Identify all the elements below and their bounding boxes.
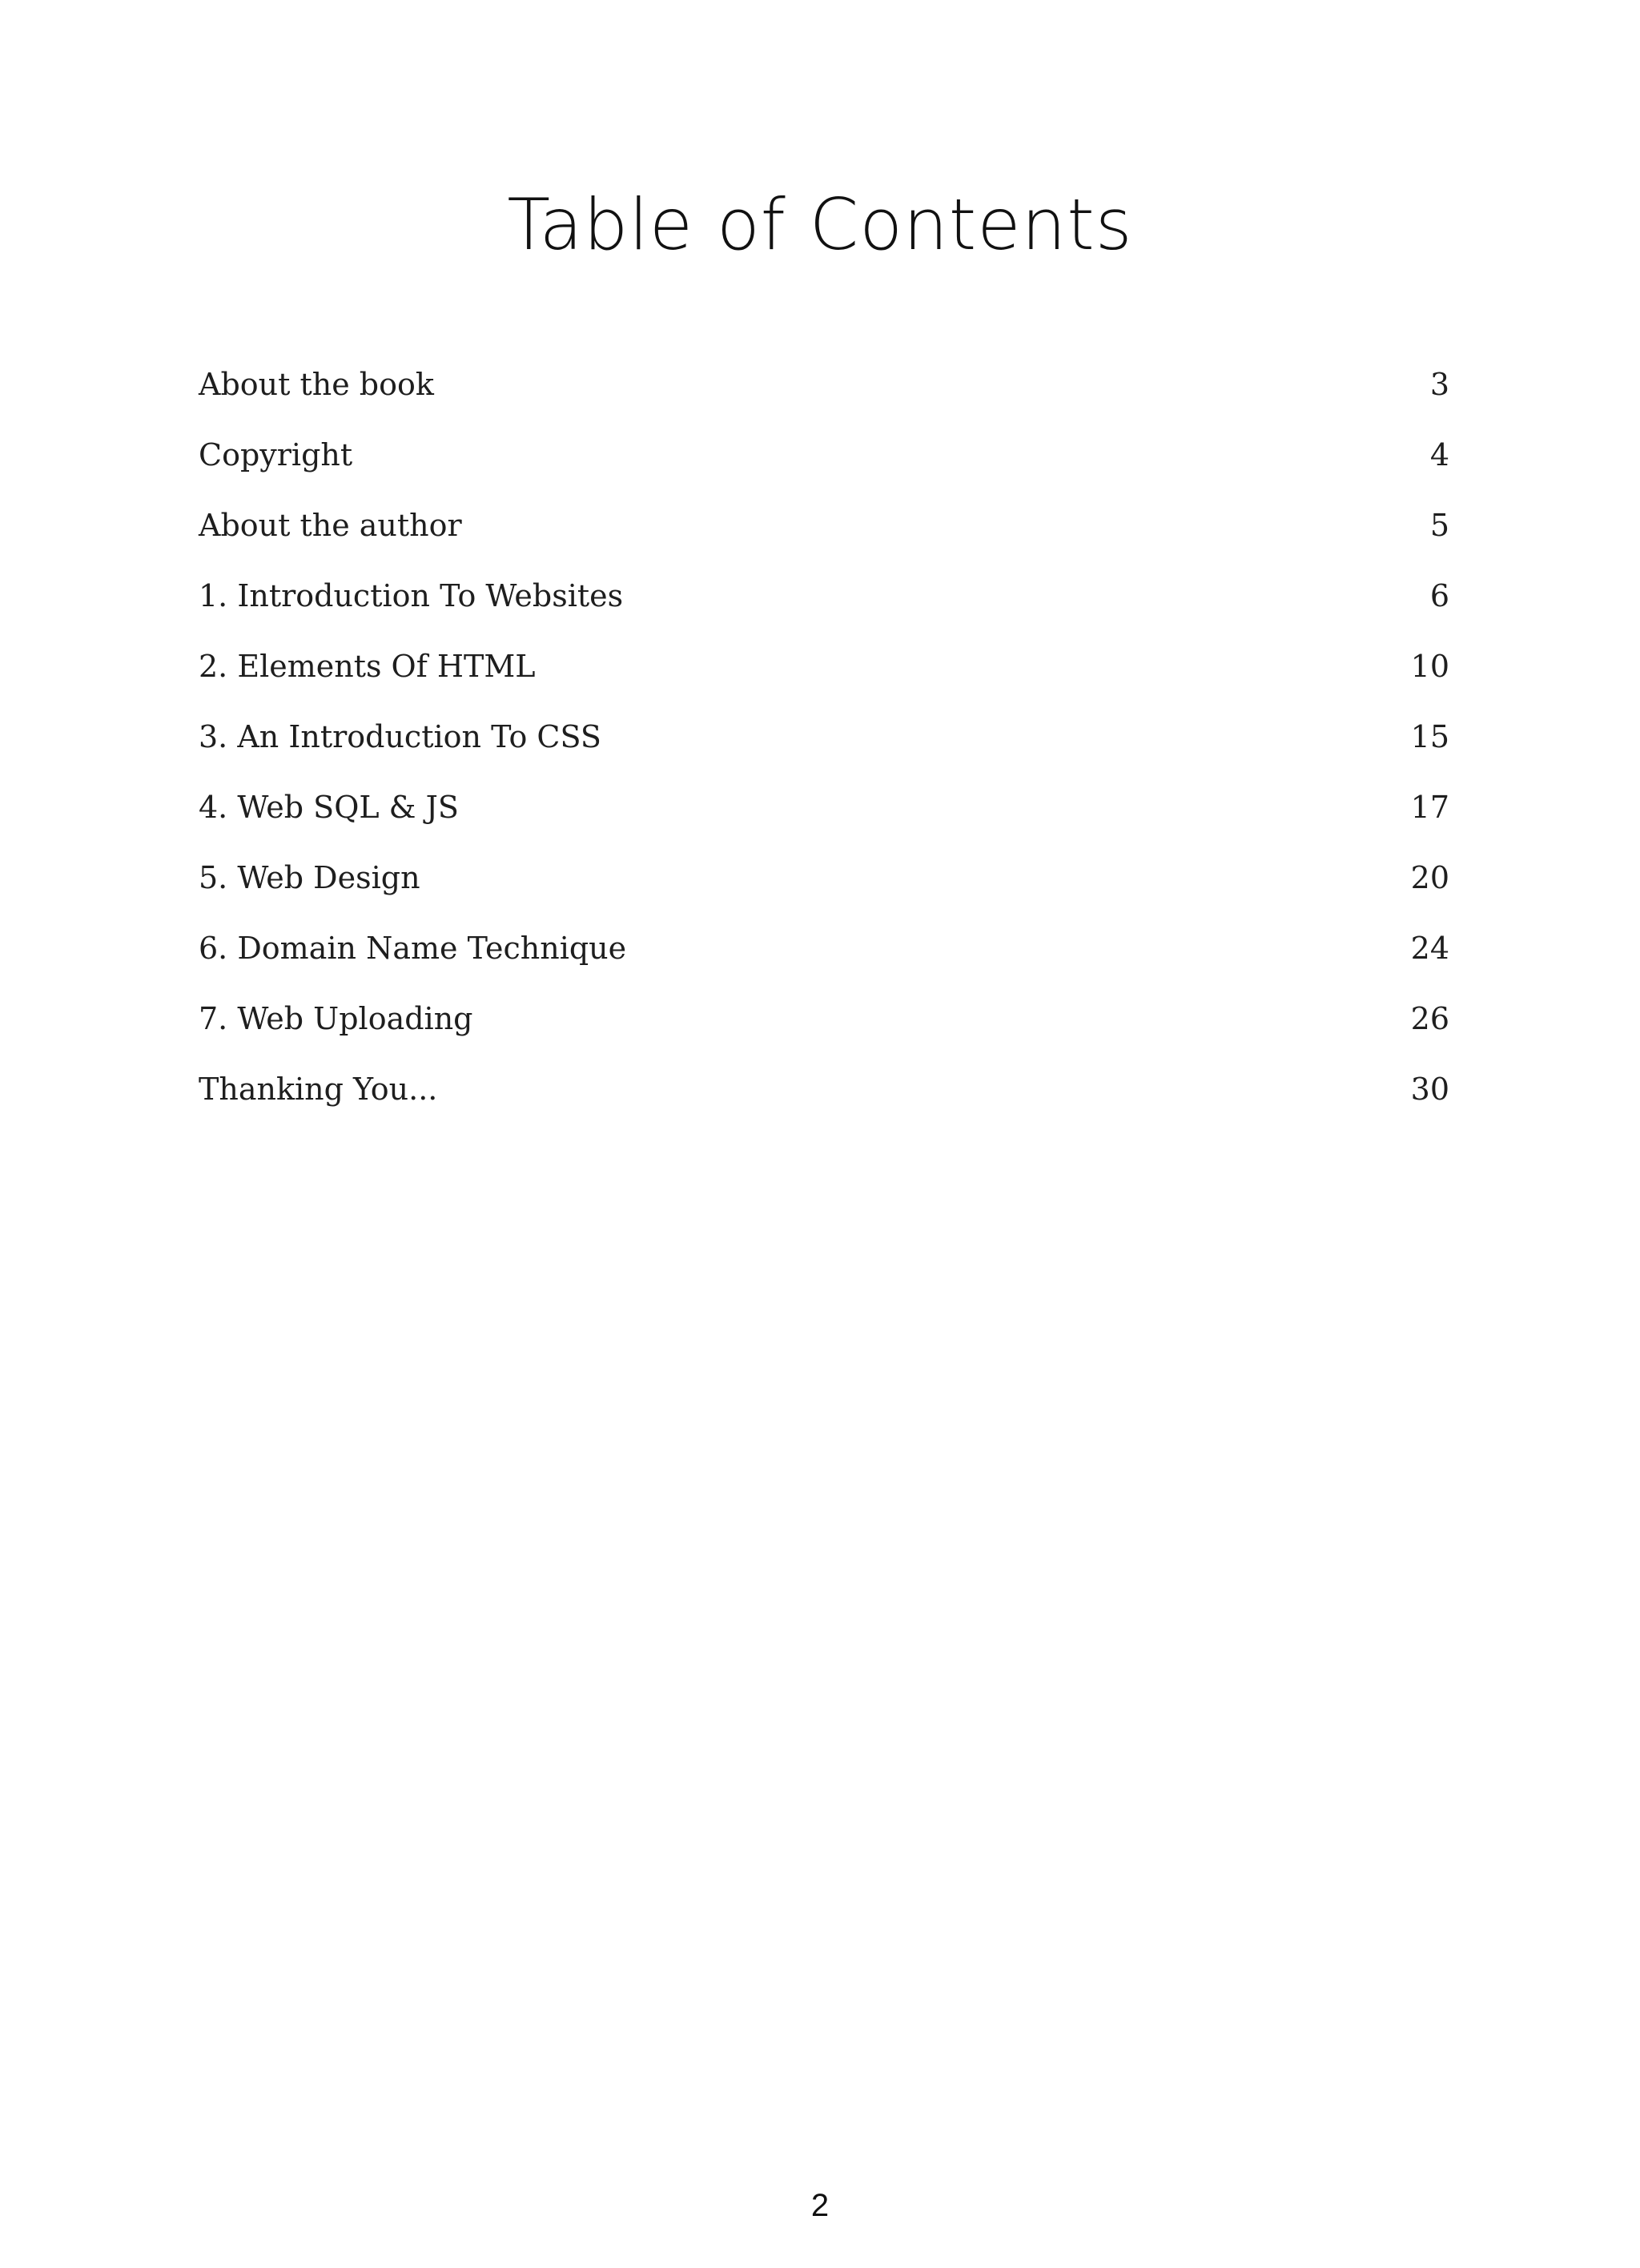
toc-entry-page-number: 4	[1429, 437, 1449, 472]
toc-entry-page-number: 10	[1410, 649, 1449, 684]
toc-entry-page-number: 3	[1429, 367, 1449, 402]
toc-entry-page-number: 24	[1410, 931, 1449, 966]
toc-entry-label: 1. Introduction To Websites	[199, 578, 624, 613]
toc-entry-page-number: 20	[1410, 860, 1449, 895]
toc-entry-page-number: 30	[1410, 1072, 1449, 1107]
toc-entry-page-number: 15	[1410, 719, 1449, 754]
toc-entry-page-number: 26	[1410, 1001, 1449, 1036]
toc-entry-domain-name-technique[interactable]	[199, 931, 1449, 1001]
toc-entry-page-number: 5	[1429, 508, 1449, 543]
toc-entry-about-the-book[interactable]	[199, 367, 1449, 437]
toc-entry-elements-of-html[interactable]	[199, 649, 1449, 719]
toc-entry-label: 6. Domain Name Technique	[199, 931, 627, 966]
toc-entry-about-the-author[interactable]	[199, 508, 1449, 578]
toc-entry-web-design[interactable]	[199, 860, 1449, 931]
page-number: 2	[810, 2188, 830, 2223]
toc-entry-thanking-you[interactable]	[199, 1072, 1449, 1142]
toc-entry-page-number: 6	[1429, 578, 1449, 613]
toc-entry-label: 2. Elements Of HTML	[199, 649, 536, 684]
toc-entry-label: Copyright	[199, 437, 353, 472]
page-title: Table of Contents	[507, 183, 1133, 266]
table-of-contents	[199, 367, 1449, 1142]
toc-entry-label: Thanking You...	[199, 1072, 438, 1107]
toc-entry-label: 7. Web Uploading	[199, 1001, 473, 1036]
toc-entry-label: About the book	[199, 367, 434, 402]
toc-entry-web-sql-js[interactable]	[199, 790, 1449, 860]
toc-entry-label: 5. Web Design	[199, 860, 420, 895]
toc-entry-introduction-to-css[interactable]	[199, 719, 1449, 790]
toc-entry-label: 3. An Introduction To CSS	[199, 719, 601, 754]
toc-entry-web-uploading[interactable]	[199, 1001, 1449, 1072]
toc-entry-introduction-to-websites[interactable]	[199, 578, 1449, 649]
toc-entry-page-number: 17	[1410, 790, 1449, 825]
toc-entry-label: About the author	[199, 508, 462, 543]
toc-entry-copyright[interactable]	[199, 437, 1449, 508]
toc-entry-label: 4. Web SQL & JS	[199, 790, 459, 825]
